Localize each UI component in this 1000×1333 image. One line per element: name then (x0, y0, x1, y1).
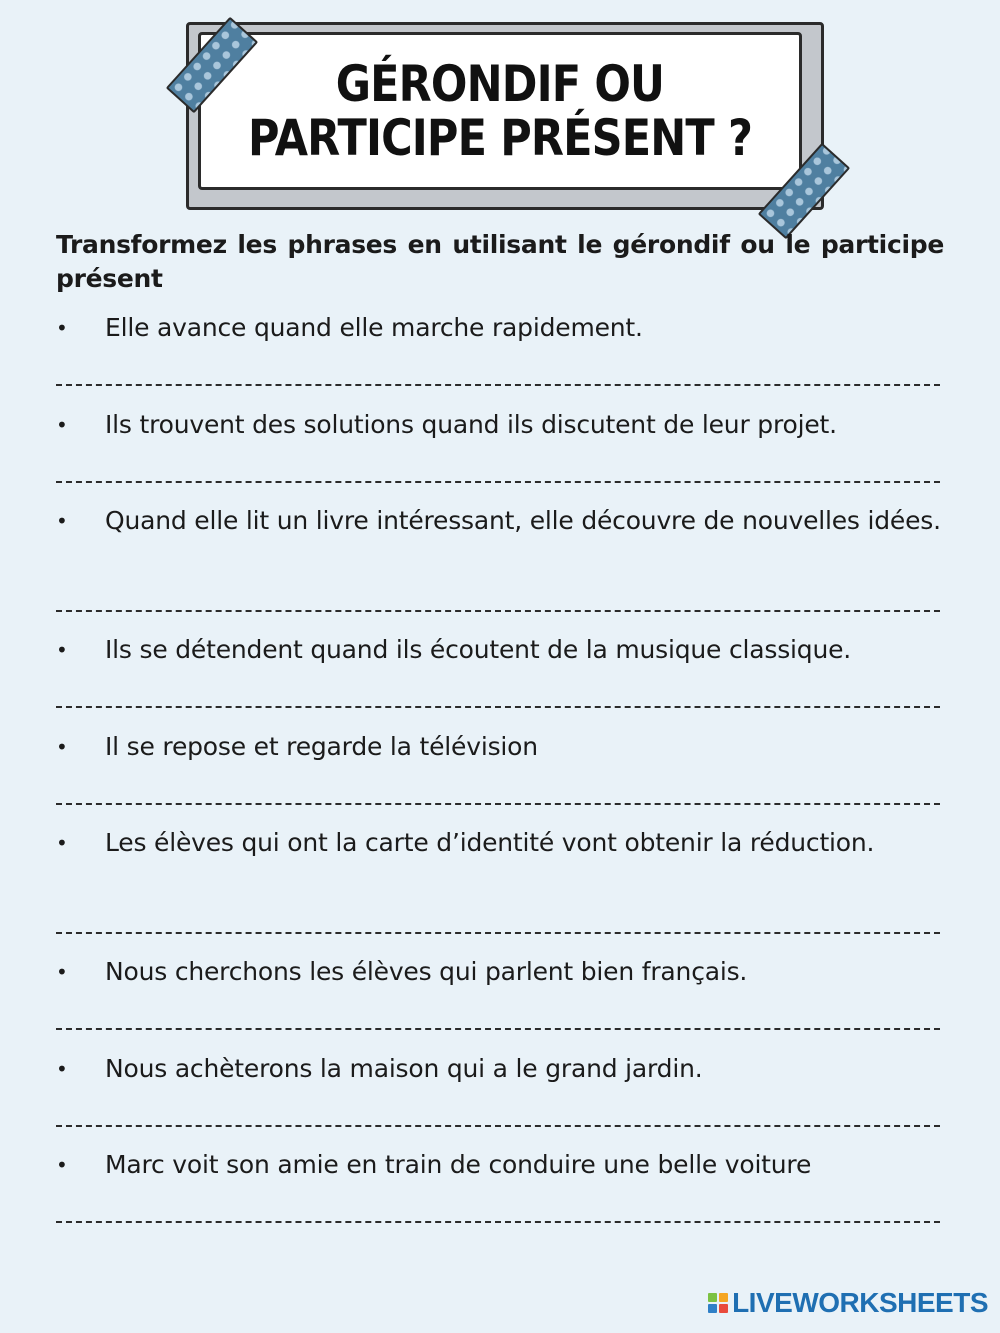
bullet-icon: • (56, 831, 68, 855)
exercise-text: Elle avance quand elle marche rapidement. (105, 313, 643, 342)
title-line-1: GÉRONDIF OU (335, 55, 665, 113)
bullet-icon: • (56, 413, 68, 437)
exercise-item (56, 730, 944, 764)
exercise-text: Ils se détendent quand ils écoutent de la musique classique. (105, 635, 852, 664)
exercise-sentence (56, 408, 944, 442)
exercise-item (56, 1052, 944, 1086)
answer-line[interactable] (56, 1125, 940, 1127)
instruction-text: Transformez les phrases en utilisant le gérondif ou le participe présent (56, 230, 944, 293)
exercise-text: Nous achèterons la maison qui a le grand jardin. (105, 1054, 703, 1083)
bullet-icon: • (56, 638, 68, 662)
exercise-sentence (56, 1148, 944, 1182)
title-card (186, 22, 822, 208)
logo-square-icon (708, 1293, 717, 1302)
exercise-item (56, 633, 944, 667)
exercise-sentence (56, 633, 944, 667)
logo-square-icon (719, 1293, 728, 1302)
bullet-icon: • (56, 960, 68, 984)
exercise-item (56, 311, 944, 345)
liveworksheets-logo-icon (708, 1293, 728, 1313)
exercise-item (56, 955, 944, 989)
exercise-text: Quand elle lit un livre intéressant, elle découvre de nouvelles idées. (105, 506, 941, 535)
exercise-text: Marc voit son amie en train de conduire une belle voiture (105, 1150, 812, 1179)
liveworksheets-watermark (708, 1287, 988, 1319)
logo-square-icon (719, 1304, 728, 1313)
bullet-icon: • (56, 735, 68, 759)
exercise-sentence (56, 311, 944, 345)
exercise-sentence (56, 1052, 944, 1086)
bullet-icon: • (56, 316, 68, 340)
title-line-2: PARTICIPE PRÉSENT ? (247, 109, 753, 167)
exercise-sentence (56, 504, 944, 538)
exercise-item (56, 408, 944, 442)
answer-line[interactable] (56, 706, 940, 708)
bullet-icon: • (56, 509, 68, 533)
exercise-text: Il se repose et regarde la télévision (105, 732, 538, 761)
title-card-front (198, 32, 802, 190)
exercise-sentence (56, 730, 944, 764)
logo-square-icon (708, 1304, 717, 1313)
exercise-item (56, 826, 944, 860)
exercise-sentence (56, 955, 944, 989)
bullet-icon: • (56, 1057, 68, 1081)
exercise-text: Ils trouvent des solutions quand ils discutent de leur projet. (105, 410, 837, 439)
exercise-text: Nous cherchons les élèves qui parlent bien français. (105, 957, 748, 986)
exercise-text: Les élèves qui ont la carte d’identité vont obtenir la réduction. (105, 828, 875, 857)
exercise-item (56, 504, 944, 538)
bullet-icon: • (56, 1153, 68, 1177)
answer-line[interactable] (56, 610, 940, 612)
answer-line[interactable] (56, 481, 940, 483)
answer-line[interactable] (56, 932, 940, 934)
watermark-text: LIVEWORKSHEETS (732, 1287, 988, 1318)
exercise-item (56, 1148, 944, 1182)
exercise-sentence (56, 826, 944, 860)
answer-line[interactable] (56, 1221, 940, 1223)
answer-line[interactable] (56, 384, 940, 386)
answer-line[interactable] (56, 1028, 940, 1030)
answer-line[interactable] (56, 803, 940, 805)
